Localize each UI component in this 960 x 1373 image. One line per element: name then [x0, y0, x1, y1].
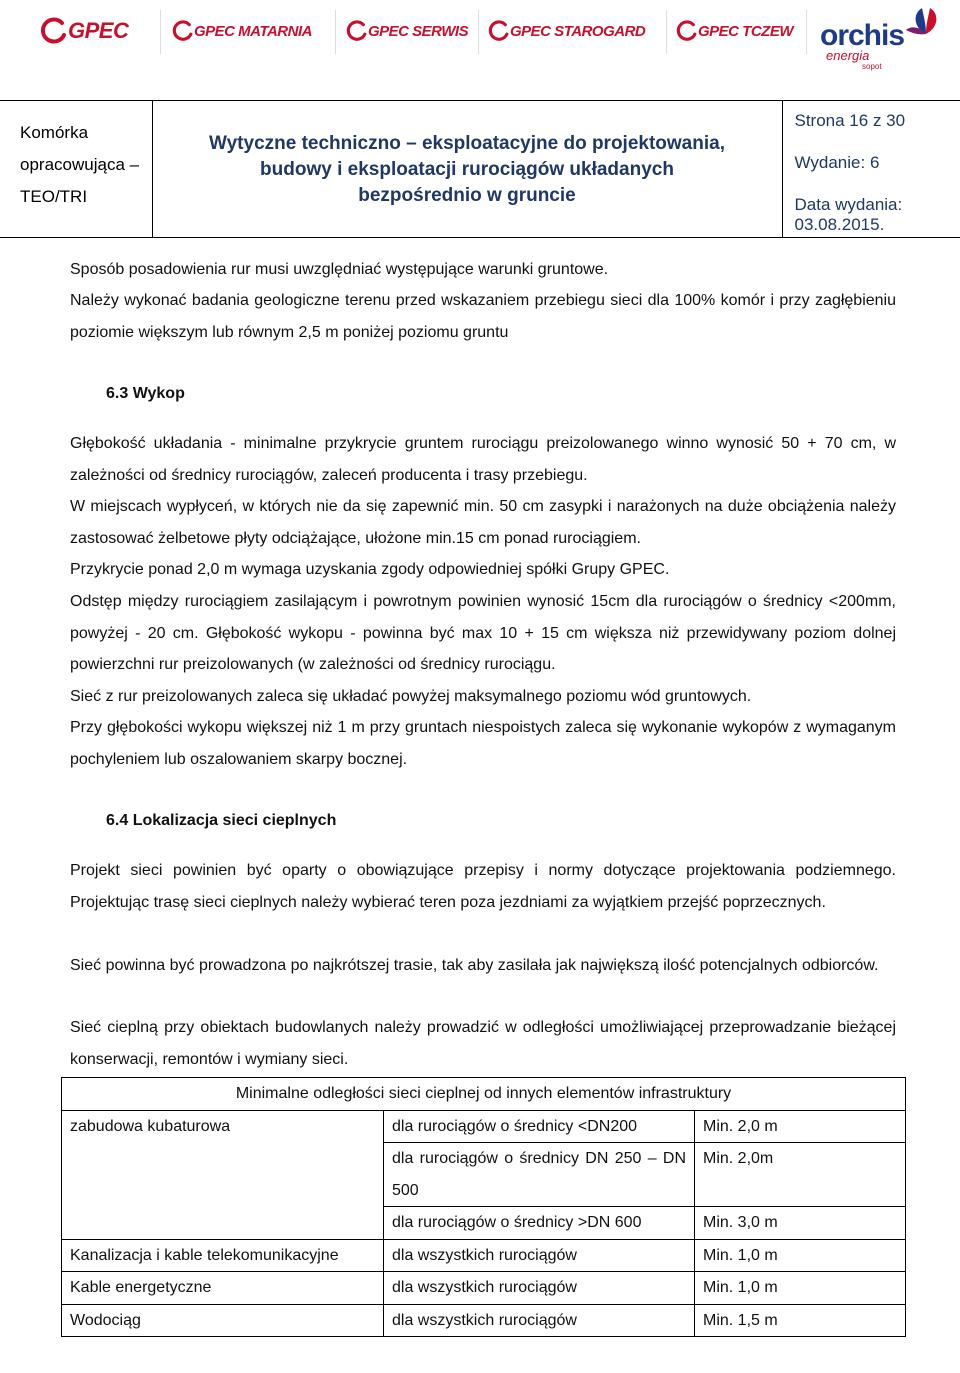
gpec-matarnia-logo-text: GPEC MATARNIA	[194, 22, 312, 40]
table-row	[62, 1239, 906, 1272]
header-department-line-1: Komórka	[20, 123, 89, 142]
orchis-energia-logo	[820, 4, 960, 71]
gpec-serwis-logo	[346, 8, 468, 54]
gpec-logo-text: GPEC	[68, 18, 129, 43]
logo-divider	[666, 10, 667, 54]
logo-banner	[0, 0, 960, 70]
table-cell	[62, 1207, 384, 1240]
table-cell: Min. 3,0 m	[695, 1207, 906, 1240]
logo-divider	[478, 10, 479, 54]
table-cell: dla wszystkich rurociągów	[384, 1304, 695, 1337]
issue-date-label: Data wydania:	[794, 195, 903, 214]
table-row	[62, 1304, 906, 1337]
table-cell: Min. 1,5 m	[695, 1304, 906, 1337]
minimum-distances-table	[61, 1077, 906, 1337]
gpec-matarnia-logo	[172, 8, 312, 54]
table-cell	[62, 1143, 384, 1207]
gpec-swirl-icon	[346, 20, 368, 42]
gpec-swirl-icon	[676, 20, 698, 42]
section-6-3-paragraph: Przy głębokości wykopu większej niż 1 m przy gruntach niespoistych zaleca się wykonanie wykopów z wymaganym pochyleniem lub oszalowaniem skarpy bocznej.	[70, 719, 896, 768]
section-6-3-paragraph: Odstęp między rurociągiem zasilającym i powrotnym powinien wynosić 15cm dla rurociągów o średnicy <200mm, powyżej - 20 cm. Głębokość wykopu - powinna być max 10 + 15 cm większa niż przewidywany poziom dolnej powierzchni rur preizolowanych (w zależności od średnicy rurociągu.	[70, 593, 896, 674]
table-cell: dla wszystkich rurociągów	[384, 1239, 695, 1272]
table-cell: Wodociąg	[62, 1304, 384, 1337]
section-6-3-paragraph: Sieć z rur preizolowanych zaleca się układać powyżej maksymalnego poziomu wód gruntowych.	[70, 688, 752, 705]
gpec-swirl-icon	[40, 17, 68, 45]
table-caption: Minimalne odległości sieci cieplnej od innych elementów infrastruktury	[62, 1078, 906, 1111]
table-cell: Kanalizacja i kable telekomunikacyjne	[62, 1239, 384, 1272]
logo-divider	[806, 10, 807, 54]
section-6-3-paragraph: Głębokość układania - minimalne przykrycie gruntem rurociągu preizolowanego winno wynosić 50 + 70 cm, w zależności od średnicy rurociągów, zaleceń producenta i trasy przebiegu.	[70, 435, 896, 484]
orchis-logo-sub: energia	[826, 48, 870, 63]
table-cell: Min. 1,0 m	[695, 1272, 906, 1305]
table-cell: Kable energetyczne	[62, 1272, 384, 1305]
intro-paragraph: Należy wykonać badania geologiczne terenu przed wskazaniem przebiegu sieci dla 100% komór i przy zagłębieniu poziomie większym lub równym 2,5 m poniżej poziomu gruntu	[70, 292, 896, 341]
table-cell: dla rurociągów o średnicy DN 250 – DN 500	[384, 1143, 695, 1207]
intro-line: Sposób posadowienia rur musi uwzględniać występujące warunki gruntowe.	[70, 261, 609, 278]
header-department-cell	[0, 101, 152, 238]
page-number: Strona 16 z 30	[794, 111, 906, 130]
gpec-serwis-logo-text: GPEC SERWIS	[368, 22, 469, 40]
gpec-tczew-logo	[676, 8, 793, 54]
header-title-cell	[152, 101, 782, 238]
section-6-4-paragraph: Sieć cieplną przy obiektach budowlanych należy prowadzić w odległości umożliwiającej przeprowadzanie bieżącej konserwacji, remontów i wymiany sieci.	[70, 1019, 896, 1068]
section-heading-6-3: 6.3 Wykop	[106, 385, 185, 402]
header-department-line-3: TEO/TRI	[20, 187, 88, 206]
section-6-3-paragraph: Przykrycie ponad 2,0 m wymaga uzyskania zgody odpowiedniej spółki Grupy GPEC.	[70, 561, 670, 578]
section-6-4-paragraph: Projekt sieci powinien być oparty o obowiązujące przepisy i normy dotyczące projektowania podziemnego. Projektując trasę sieci cieplnych należy wybierać teren poza jezdniami za wyjątkiem przejść poprzecznych.	[70, 862, 896, 911]
section-6-4-paragraph: Sieć powinna być prowadzona po najkrótszej trasie, tak aby zasilała jak największą ilość potencjalnych odbiorców.	[70, 957, 879, 974]
gpec-tczew-logo-text: GPEC TCZEW	[698, 22, 793, 40]
logo-divider	[160, 10, 161, 54]
orchis-logo-text: orchis	[820, 19, 905, 52]
table-cell: dla rurociągów o średnicy >DN 600	[384, 1207, 695, 1240]
table-row	[62, 1207, 906, 1240]
table-cell: zabudowa kubaturowa	[62, 1110, 384, 1143]
document-title-line-1: Wytyczne techniczno – eksploatacyjne do projektowania,	[209, 133, 725, 154]
gpec-starogard-logo-text: GPEC STAROGARD	[510, 22, 646, 40]
table-cell: Min. 2,0m	[695, 1143, 906, 1207]
document-title-line-2: budowy i eksploatacji rurociągów układanych	[260, 159, 674, 180]
edition: Wydanie: 6	[794, 153, 880, 172]
gpec-swirl-icon	[488, 20, 510, 42]
orchis-flower-icon	[904, 4, 948, 38]
table-row	[62, 1272, 906, 1305]
gpec-starogard-logo	[488, 8, 645, 54]
document-header	[0, 100, 960, 238]
table-cell: Min. 1,0 m	[695, 1239, 906, 1272]
issue-date: 03.08.2015.	[794, 215, 885, 234]
table-row	[62, 1110, 906, 1143]
table-row	[62, 1143, 906, 1207]
section-heading-6-4: 6.4 Lokalizacja sieci cieplnych	[106, 812, 337, 829]
table-cell: dla wszystkich rurociągów	[384, 1272, 695, 1305]
gpec-logo	[40, 8, 128, 54]
logo-divider	[335, 10, 336, 54]
table-cell: Min. 2,0 m	[695, 1110, 906, 1143]
table-caption-row	[62, 1078, 906, 1111]
document-title-line-3: bezpośrednio w gruncie	[358, 185, 576, 206]
header-meta-cell	[782, 101, 960, 238]
gpec-swirl-icon	[172, 20, 194, 42]
section-6-3-paragraph: W miejscach wypłyceń, w których nie da się zapewnić min. 50 cm zasypki i narażonych na duże obciążenia należy zastosować żelbetowe płyty odciążające, ułożone min.15 cm ponad rurociągiem.	[70, 498, 896, 547]
header-department-line-2: opracowująca –	[20, 155, 140, 174]
table-cell: dla rurociągów o średnicy <DN200	[384, 1110, 695, 1143]
orchis-logo-place: sopot	[862, 62, 882, 71]
